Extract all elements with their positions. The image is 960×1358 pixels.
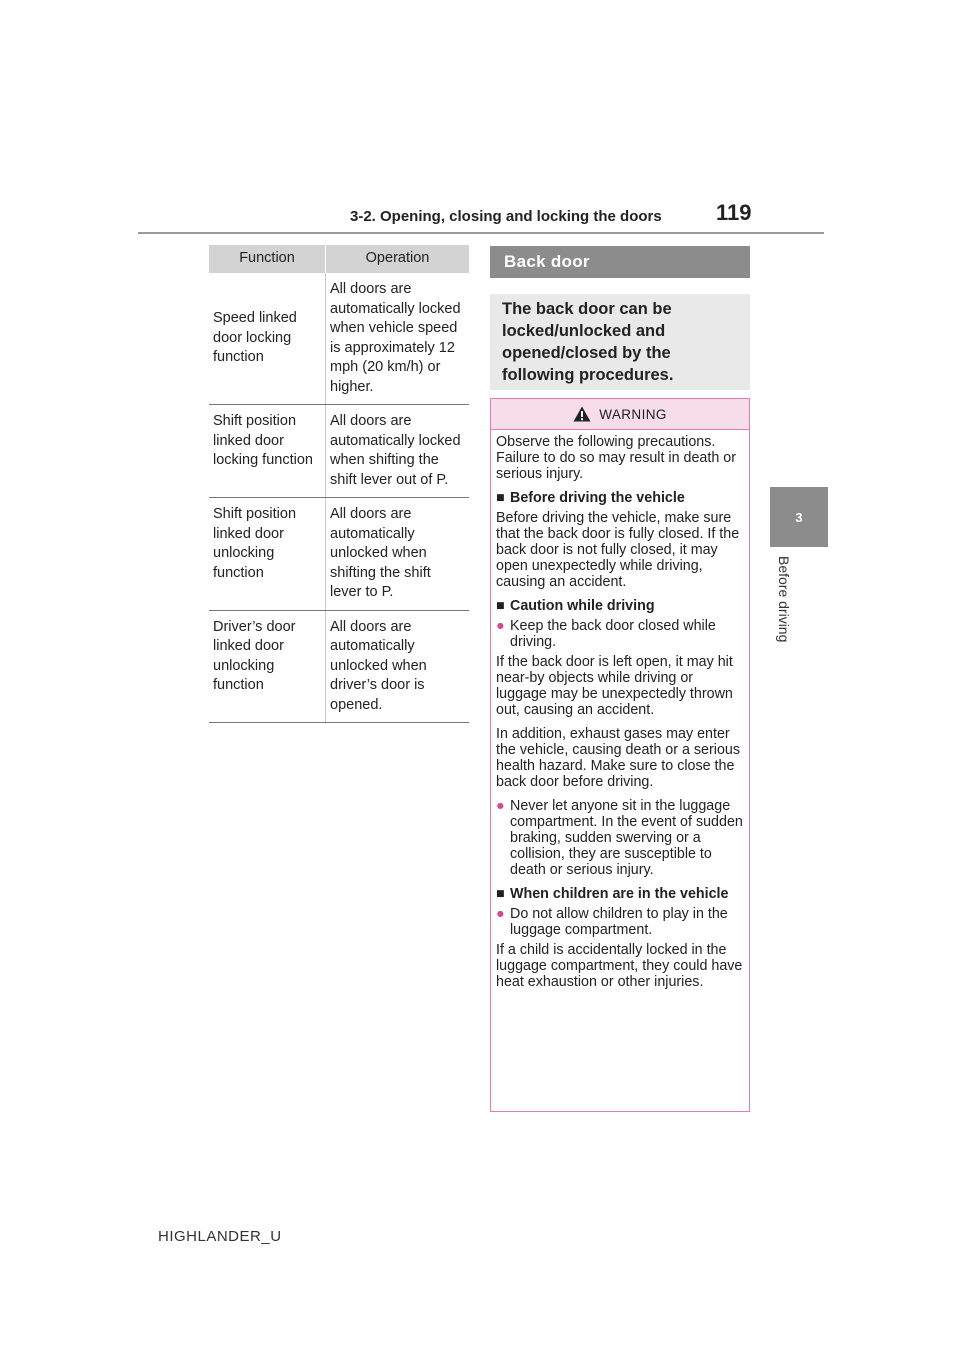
circle-bullet-icon: ● [496,798,505,814]
function-table [209,245,469,723]
table-row [209,273,469,405]
warning-text: If the back door is left open, it may hit near-by objects while driving or luggage may be unexpectedly thrown out, causing an accident. [496,654,733,718]
warning-box [490,398,750,1112]
column-header-function: Function [209,245,326,273]
warning-intro: Observe the following precautions. Failure to do so may result in death or serious injury. [496,434,736,482]
chapter-number: 3 [795,509,803,525]
section-title: 3-2. Opening, closing and locking the doors [350,208,662,225]
table-row [209,405,469,498]
cell-operation: All doors are automatically locked when shifting the shift lever out of P. [326,405,470,498]
warning-header [491,399,749,430]
chapter-label: Before driving [776,556,792,643]
chapter-tab [770,487,828,547]
warning-text: In addition, exhaust gases may enter the vehicle, causing death or a serious health hazard. Make sure to close the back door before driving. [496,726,740,790]
square-bullet-icon: ■ [496,490,505,506]
warning-text: Before driving the vehicle, make sure that the back door is fully closed. If the back door is not fully closed, it may open unexpectedly while driving, causing an accident. [496,510,740,590]
column-header-operation: Operation [326,245,470,273]
square-bullet-icon: ■ [496,886,505,902]
square-bullet-icon: ■ [496,598,505,614]
circle-bullet-icon: ● [496,906,505,922]
cell-function: Shift position linked door unlocking function [209,498,326,611]
cell-operation: All doors are automatically locked when vehicle speed is approximately 12 mph (20 km/h) or higher. [326,273,470,405]
intro-box: The back door can be locked/unlocked and opened/closed by the following procedures. [490,294,750,390]
header-rule [138,232,824,234]
warning-icon [573,406,591,422]
circle-bullet-icon: ● [496,618,505,634]
warning-title: WARNING [599,406,667,422]
warning-subheading: ■ When children are in the vehicle [496,886,729,902]
warning-subheading: ■ Caution while driving [496,598,655,614]
warning-body [491,430,749,990]
warning-bullet: ● Keep the back door closed while driving. [496,618,716,650]
table-header-row [209,245,469,273]
warning-bullet: ● Never let anyone sit in the luggage compartment. In the event of sudden braking, sudden swerving or a collision, they are susceptible to death or serious injury. [496,798,743,878]
cell-function: Driver’s door linked door unlocking function [209,610,326,723]
warning-text: If a child is accidentally locked in the luggage compartment, they could have heat exhaustion or other injuries. [496,942,743,990]
page-number: 119 [716,200,752,225]
cell-operation: All doors are automatically unlocked when driver’s door is opened. [326,610,470,723]
footer-model: HIGHLANDER_U [158,1228,282,1245]
section-heading: Back door [490,246,750,278]
warning-bullet: ● Do not allow children to play in the luggage compartment. [496,906,728,938]
warning-subheading: ■ Before driving the vehicle [496,490,685,506]
cell-function: Speed linked door locking function [209,273,326,405]
cell-operation: All doors are automatically unlocked when shifting the shift lever to P. [326,498,470,611]
cell-function: Shift position linked door locking function [209,405,326,498]
table-row [209,610,469,723]
table-row [209,498,469,611]
